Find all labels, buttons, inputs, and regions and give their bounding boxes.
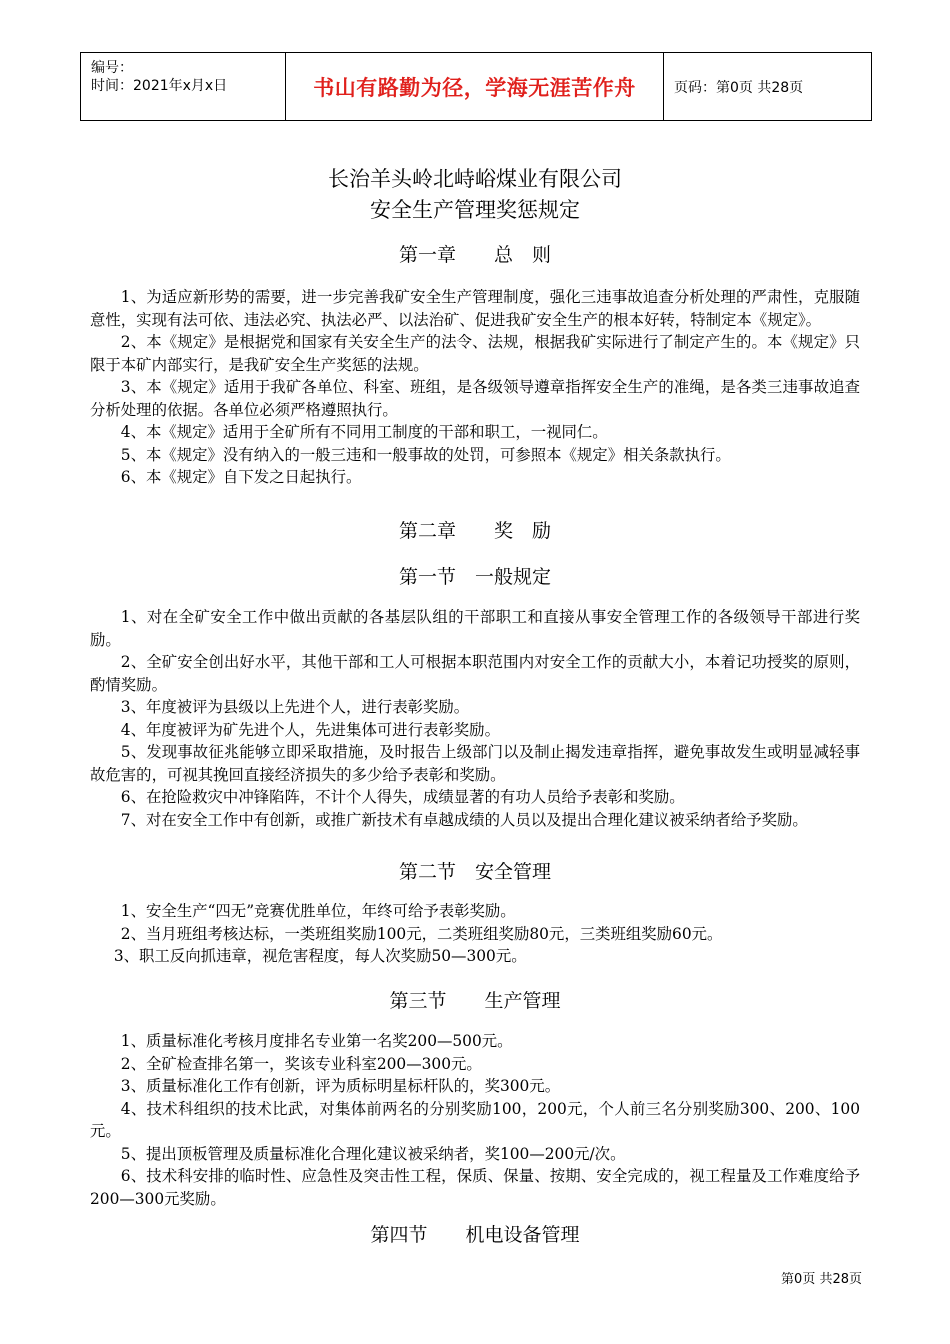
paragraph: 3、职工反向抓违章，视危害程度，每人次奖励50—300元。 [113,947,527,965]
paragraph: 5、发现事故征兆能够立即采取措施，及时报告上级部门以及制止揭发违章指挥，避免事故发生或明显减轻事故危害的，可视其挽回直接经济损失的多少给予表彰和奖励。 [90,743,860,784]
paragraph: 2、当月班组考核达标，一类班组奖励100元，二类班组奖励80元，三类班组奖励60元。 [120,924,723,943]
paragraph: 1、质量标准化考核月度排名专业第一名奖200—500元。 [120,1032,513,1050]
paragraph: 4、本《规定》适用于全矿所有不同用工制度的干部和职工，一视同仁。 [120,423,608,441]
paragraph: 6、在抢险救灾中冲锋陷阵，不计个人得失，成绩显著的有功人员给予表彰和奖励。 [120,788,685,806]
document-title: 安全生产管理奖惩规定 [370,198,580,222]
paragraph: 2、全矿安全创出好水平，其他干部和工人可根据本职范围内对安全工作的贡献大小，本着记功授奖的原则，酌情奖励。 [90,653,860,694]
header-meta [81,53,286,120]
paragraph: 1、为适应新形势的需要，进一步完善我矿安全生产管理制度，强化三违事故追查分析处理的严肃性，克服随意性，实现有法可依、违法必究、执法必严、以法治矿、促进我矿安全生产的根本好转，特制定本《规定》。 [90,288,860,329]
paragraph: 1、对在全矿安全工作中做出贡献的各基层队组的干部职工和直接从事安全管理工作的各级领导干部进行奖励。 [90,608,860,649]
section-3-body [90,1030,860,1210]
chapter-1-body [90,286,860,489]
header-table [80,52,872,121]
company-name: 长治羊头岭北峙峪煤业有限公司 [328,167,622,191]
paragraph: 6、技术科安排的临时性、应急性及突击性工程，保质、保量、按期、安全完成的，视工程量及工作难度给予200—300元奖励。 [90,1167,860,1208]
chapter-2-heading: 第二章 奖 励 [398,520,551,542]
paragraph: 3、年度被评为县级以上先进个人，进行表彰奖励。 [120,698,470,716]
paragraph: 3、本《规定》适用于我矿各单位、科室、班组，是各级领导遵章指挥安全生产的准绳，是各类三违事故追查分析处理的依据。各单位必须严格遵照执行。 [90,378,860,419]
page-footer: 第0页 共28页 [781,1272,862,1287]
motto: 书山有路勤为径，学海无涯苦作舟 [286,53,664,120]
chapter-1-heading: 第一章 总 则 [398,244,551,266]
paragraph: 3、质量标准化工作有创新，评为质标明星标杆队的，奖300元。 [120,1077,561,1095]
section-1-heading: 第一节 一般规定 [398,566,551,588]
section-4-heading: 第四节 机电设备管理 [370,1224,580,1246]
section-2-body [90,900,860,968]
date-label: 时间：2021年x月x日 [91,78,228,94]
section-2-heading: 第二节 安全管理 [398,861,551,883]
paragraph: 4、技术科组织的技术比武，对集体前两名的分别奖励100，200元，个人前三名分别奖励300、200、100元。 [90,1099,860,1140]
paragraph: 2、全矿检查排名第一，奖该专业科室200—300元。 [120,1054,482,1073]
number-label: 编号： [91,60,133,76]
paragraph: 7、对在安全工作中有创新，或推广新技术有卓越成绩的人员以及提出合理化建议被采纳者给予奖励。 [120,810,808,829]
section-1-body [90,606,860,831]
paragraph: 6、本《规定》自下发之日起执行。 [120,468,362,486]
section-3-heading: 第三节 生产管理 [389,990,561,1012]
paragraph: 4、年度被评为矿先进个人，先进集体可进行表彰奖励。 [120,720,500,739]
paragraph: 5、提出顶板管理及质量标准化合理化建议被采纳者，奖100—200元/次。 [120,1144,626,1163]
paragraph: 2、本《规定》是根据党和国家有关安全生产的法令、法规，根据我矿实际进行了制定产生的。本《规定》只限于本矿内部实行，是我矿安全生产奖惩的法规。 [90,333,860,374]
paragraph: 5、本《规定》没有纳入的一般三违和一般事故的处罚，可参照本《规定》相关条款执行。 [120,445,731,464]
page-label: 页码：第0页 共28页 [674,79,804,96]
paragraph: 1、安全生产“四无”竞赛优胜单位，年终可给予表彰奖励。 [120,902,516,920]
